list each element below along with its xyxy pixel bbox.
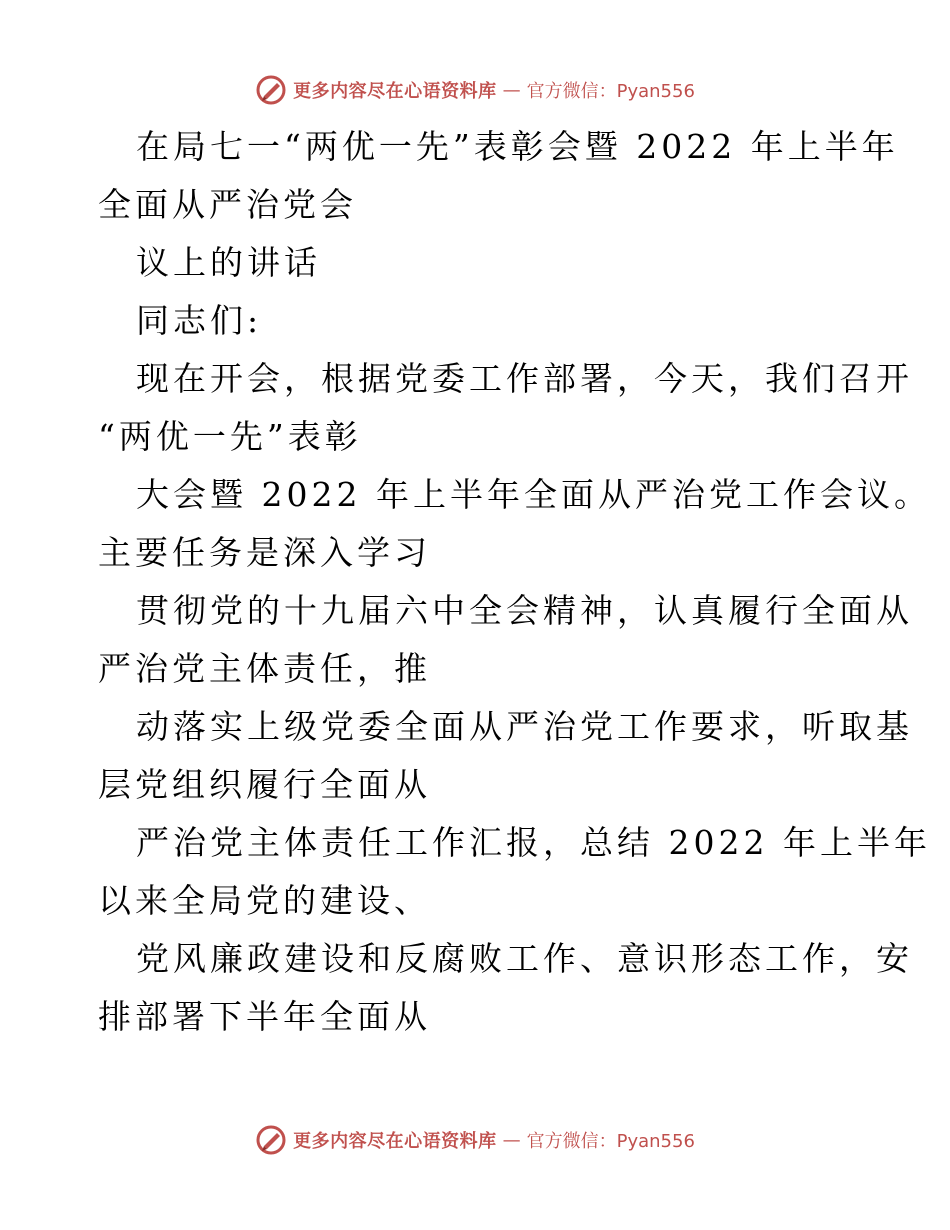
pen-logo-icon [255,1124,287,1156]
paragraph-line: 以来全局党的建设、 [98,881,431,920]
banner-contact-text: 官方微信：Pyan556 [526,81,695,102]
paragraph-line: 严治党主体责任工作汇报，总结 2022 年上半年 [136,823,931,862]
banner-contact-text: 官方微信：Pyan556 [526,1131,695,1152]
banner-separator: — [502,79,521,101]
footer-watermark-banner [0,1120,950,1160]
salutation: 同志们: [136,301,263,340]
title-line-3: 议上的讲话 [136,243,321,282]
banner-separator: — [502,1129,521,1151]
paragraph-line: 现在开会，根据党委工作部署，今天，我们召开 [136,359,913,398]
paragraph-line: 贯彻党的十九届六中全会精神，认真履行全面从 [136,591,913,630]
banner-main-text: 更多内容尽在心语资料库 [293,81,497,102]
document-body [98,118,931,1046]
banner-main-text: 更多内容尽在心语资料库 [293,1131,497,1152]
title-line-2: 全面从严治党会 [98,185,357,224]
header-watermark-banner [0,70,950,110]
paragraph-line: 大会暨 2022 年上半年全面从严治党工作会议。 [136,475,931,514]
paragraph-line: 党风廉政建设和反腐败工作、意识形态工作，安 [136,939,913,978]
paragraph-line: 排部署下半年全面从 [98,997,431,1036]
paragraph-line: “两优一先”表彰 [98,417,362,456]
paragraph-line: 层党组织履行全面从 [98,765,431,804]
paragraph-line: 主要任务是深入学习 [98,533,431,572]
pen-logo-icon [255,74,287,106]
title-line-1: 在局七一“两优一先”表彰会暨 2022 年上半年 [136,127,899,166]
paragraph-line: 严治党主体责任，推 [98,649,431,688]
paragraph-line: 动落实上级党委全面从严治党工作要求，听取基 [136,707,913,746]
